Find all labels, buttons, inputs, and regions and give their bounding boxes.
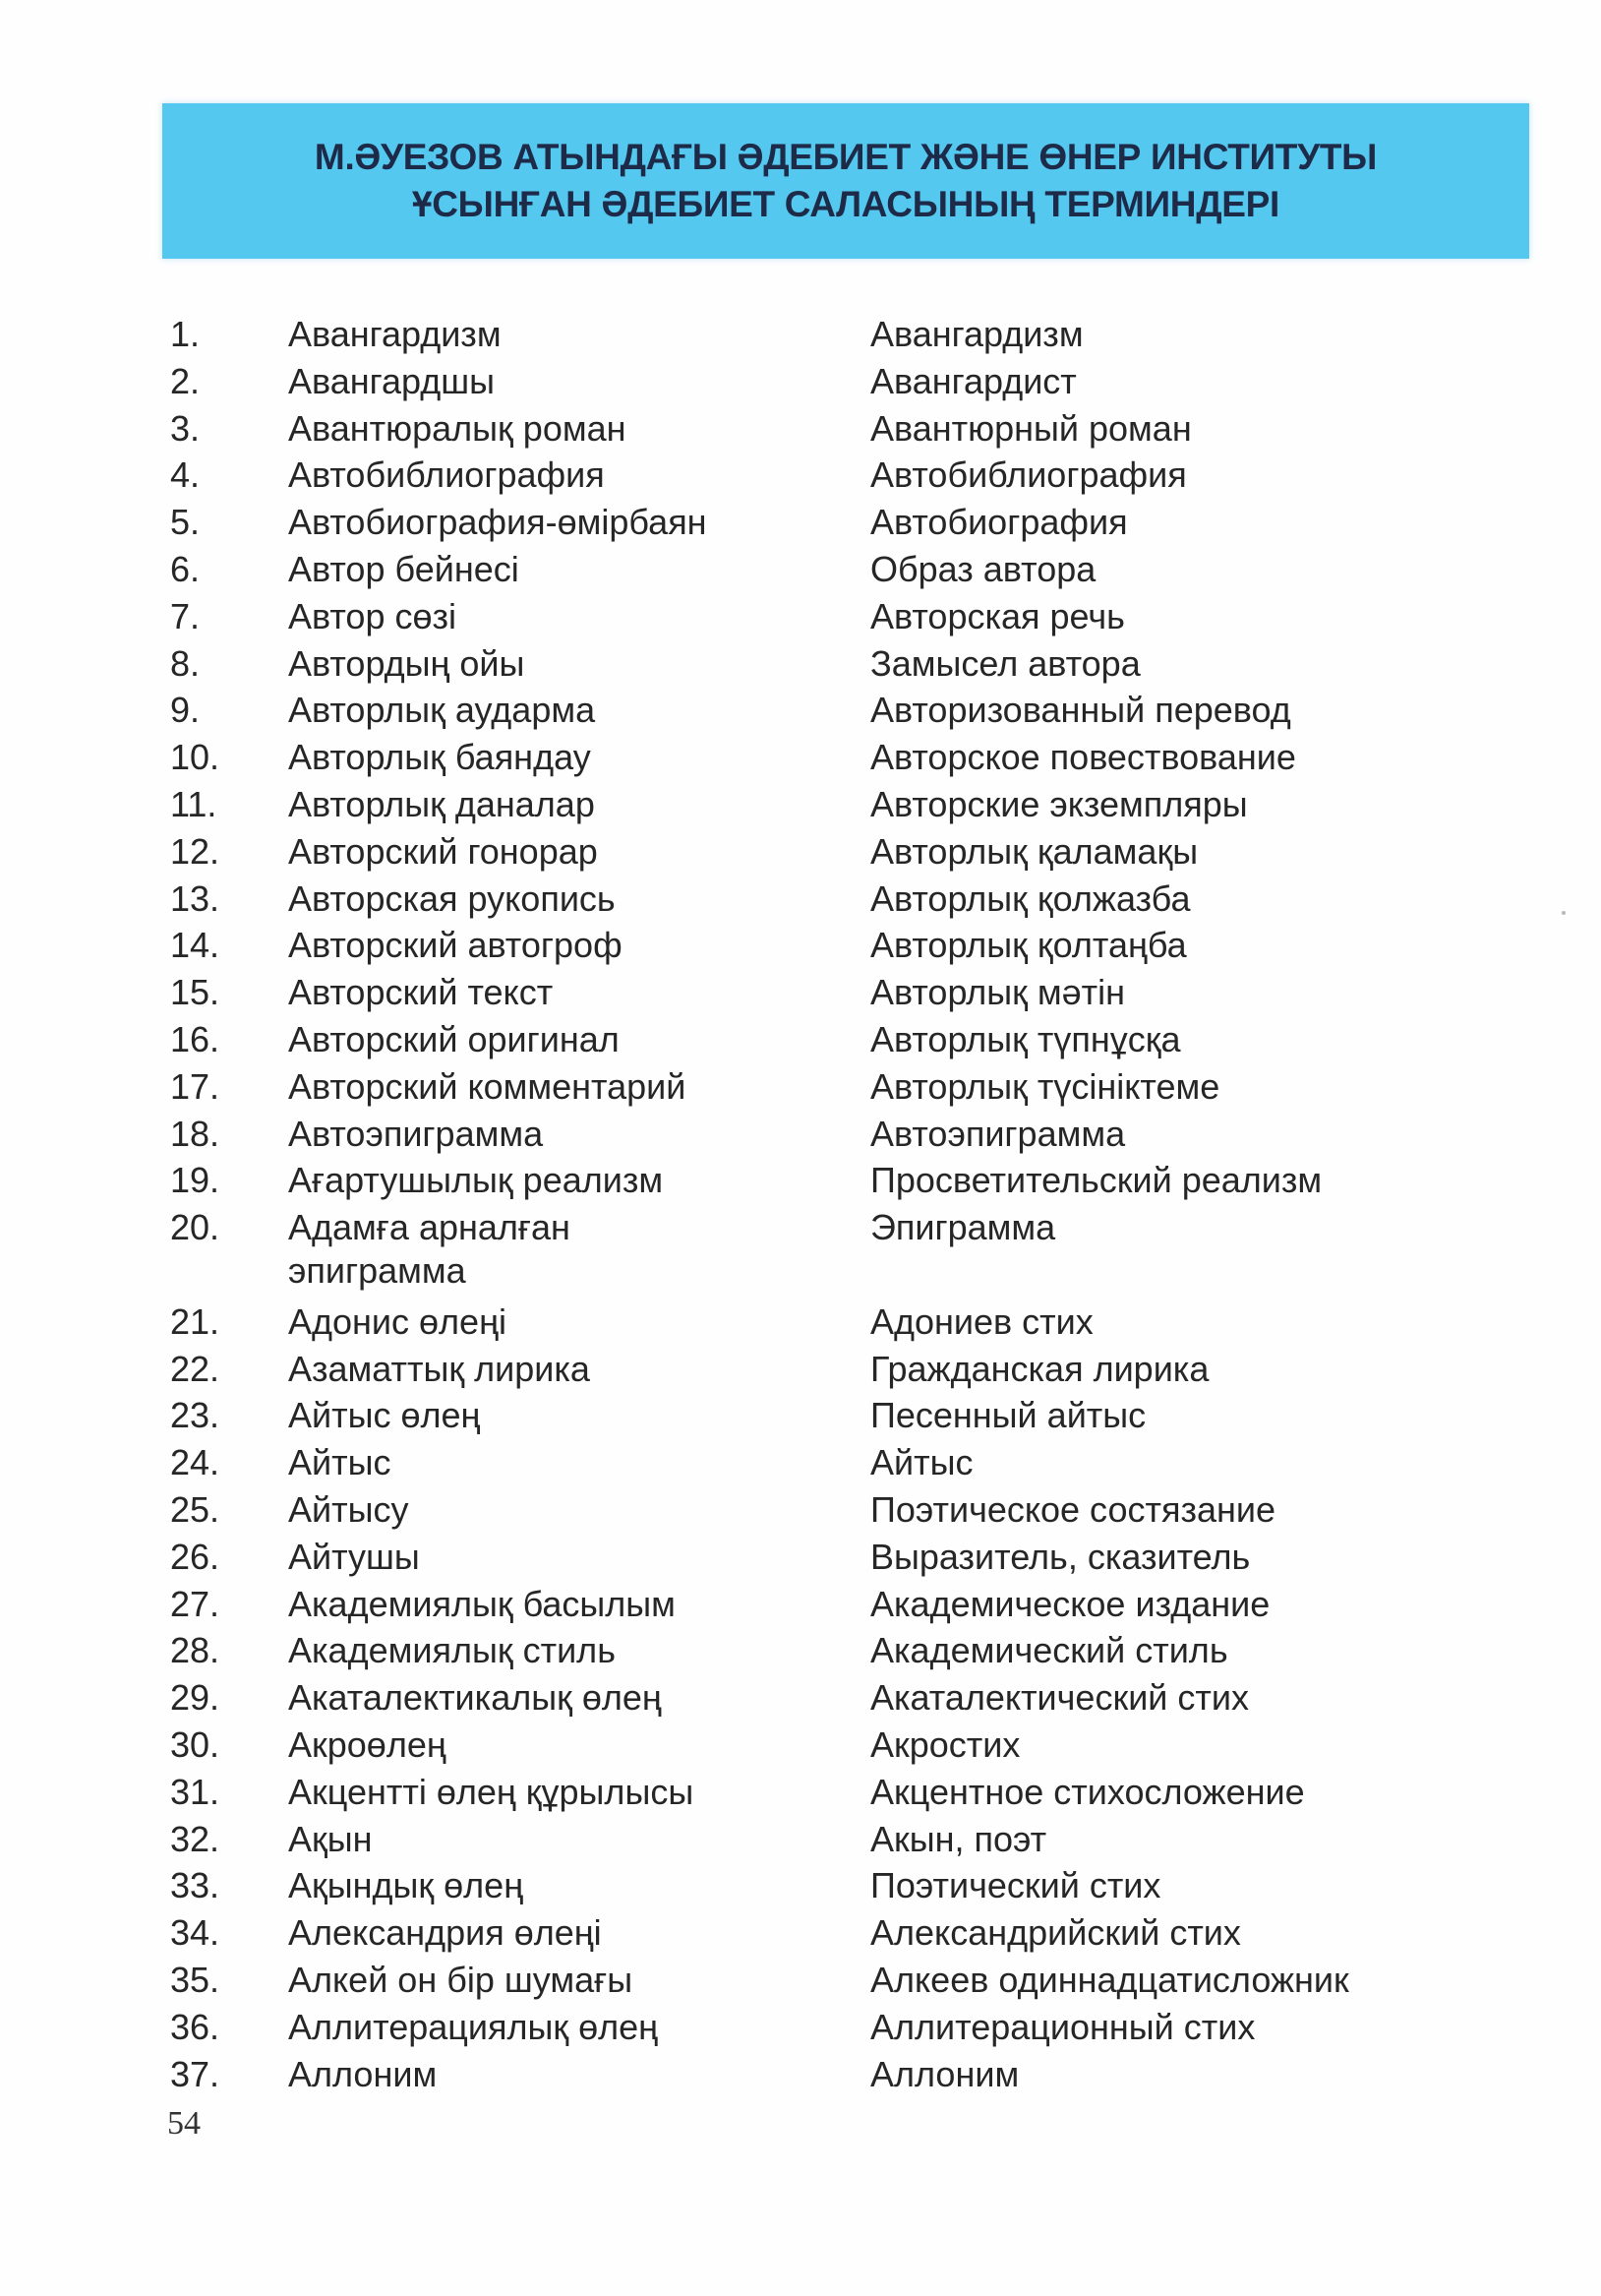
term-russian: Выразитель, сказитель bbox=[870, 1536, 1251, 1577]
term-row bbox=[0, 1864, 1601, 1907]
term-number: 21. bbox=[170, 1300, 220, 1342]
term-russian: Образ автора bbox=[870, 549, 1097, 589]
term-number: 24. bbox=[170, 1442, 220, 1483]
term-kazakh: Ақын bbox=[288, 1818, 373, 1859]
term-russian: Акаталектический стих bbox=[870, 1677, 1250, 1719]
scan-speck bbox=[1562, 911, 1566, 915]
term-russian: Авторская речь bbox=[870, 595, 1125, 636]
term-number: 3. bbox=[170, 407, 201, 449]
term-kazakh: Авторский оригинал bbox=[288, 1019, 620, 1059]
term-russian: Просветительский реализм bbox=[870, 1160, 1323, 1201]
term-kazakh: Авангардизм bbox=[288, 314, 502, 354]
term-kazakh: Авторский автогроф bbox=[288, 925, 623, 966]
term-row bbox=[0, 1065, 1601, 1109]
term-kazakh: Айтысу bbox=[288, 1489, 409, 1530]
term-kazakh: Акцентті өлең құрылысы bbox=[288, 1771, 694, 1812]
term-number: 22. bbox=[170, 1348, 220, 1389]
term-number: 1. bbox=[170, 314, 201, 354]
term-russian: Академическое издание bbox=[870, 1583, 1271, 1624]
term-russian: Авторское повествование bbox=[870, 737, 1296, 778]
term-kazakh: Айтушы bbox=[288, 1536, 420, 1577]
term-russian: Авантюрный роман bbox=[870, 407, 1192, 449]
term-kazakh: Айтыс өлең bbox=[288, 1395, 481, 1436]
term-russian: Автобиблиография bbox=[870, 454, 1187, 496]
term-number: 20. bbox=[170, 1207, 220, 1248]
term-number: 35. bbox=[170, 1960, 220, 2000]
term-number: 34. bbox=[170, 1912, 220, 1954]
term-kazakh: Академиялық басылым bbox=[288, 1583, 676, 1624]
term-kazakh: Алкей он бір шумағы bbox=[288, 1960, 633, 2000]
term-russian: Авторизованный перевод bbox=[870, 690, 1291, 731]
term-russian: Авангардизм bbox=[870, 314, 1084, 354]
term-russian: Авторлық түсініктеме bbox=[870, 1065, 1220, 1107]
term-russian: Песенный айтыс bbox=[870, 1395, 1147, 1436]
term-kazakh: Авантюралық роман bbox=[288, 407, 626, 449]
term-row bbox=[0, 1676, 1601, 1720]
term-row bbox=[0, 2053, 1601, 2096]
term-number: 4. bbox=[170, 454, 201, 496]
term-row bbox=[0, 1300, 1601, 1344]
term-kazakh: Авторлық даналар bbox=[288, 784, 595, 824]
term-russian: Адониев стих bbox=[870, 1300, 1094, 1342]
term-russian: Замысел автора bbox=[870, 642, 1141, 684]
term-number: 18. bbox=[170, 1113, 220, 1154]
term-number: 8. bbox=[170, 642, 201, 684]
term-row bbox=[0, 1911, 1601, 1955]
term-kazakh: Айтыс bbox=[288, 1442, 391, 1483]
term-number: 16. bbox=[170, 1019, 220, 1059]
term-row bbox=[0, 1629, 1601, 1672]
term-russian: Айтыс bbox=[870, 1442, 974, 1483]
term-kazakh: Адонис өлеңі bbox=[288, 1300, 506, 1342]
term-row bbox=[0, 1723, 1601, 1767]
term-row bbox=[0, 642, 1601, 686]
term-kazakh: Автоэпиграмма bbox=[288, 1113, 544, 1154]
term-russian: Авторлық қолтаңба bbox=[870, 925, 1187, 966]
term-russian: Авторлық мәтін bbox=[870, 972, 1126, 1013]
term-row bbox=[0, 877, 1601, 921]
term-number: 37. bbox=[170, 2053, 220, 2094]
term-number: 11. bbox=[170, 784, 217, 824]
term-row bbox=[0, 1771, 1601, 1814]
term-row bbox=[0, 360, 1601, 403]
term-russian: Аллоним bbox=[870, 2053, 1020, 2094]
term-kazakh: Автордың ойы bbox=[288, 642, 525, 684]
term-row bbox=[0, 453, 1601, 497]
term-kazakh: Автор бейнесі bbox=[288, 549, 519, 589]
term-row bbox=[0, 689, 1601, 732]
term-number: 31. bbox=[170, 1771, 220, 1812]
term-kazakh: Авангардшы bbox=[288, 360, 495, 401]
term-russian: Аллитерационный стих bbox=[870, 2006, 1256, 2047]
term-russian: Авторские экземпляры bbox=[870, 784, 1248, 824]
term-row bbox=[0, 1818, 1601, 1861]
term-russian: Гражданская лирика bbox=[870, 1348, 1210, 1389]
term-row bbox=[0, 1536, 1601, 1579]
term-number: 23. bbox=[170, 1395, 220, 1436]
term-kazakh: Автор сөзі bbox=[288, 595, 456, 636]
term-number: 26. bbox=[170, 1536, 220, 1577]
term-number: 32. bbox=[170, 1818, 220, 1859]
term-russian: Авторлық қаламақы bbox=[870, 830, 1199, 872]
term-kazakh: Авторский комментарий bbox=[288, 1065, 686, 1107]
term-number: 25. bbox=[170, 1489, 220, 1530]
term-row bbox=[0, 1348, 1601, 1391]
term-kazakh: Азаматтық лирика bbox=[288, 1348, 590, 1389]
term-row bbox=[0, 1159, 1601, 1202]
term-number: 27. bbox=[170, 1583, 220, 1624]
term-russian: Автоэпиграмма bbox=[870, 1113, 1126, 1154]
term-russian: Акцентное стихосложение bbox=[870, 1771, 1305, 1812]
term-row bbox=[0, 1394, 1601, 1437]
term-russian: Поэтический стих bbox=[870, 1865, 1161, 1906]
term-russian: Авторлық түпнұсқа bbox=[870, 1019, 1181, 1059]
page-number: 54 bbox=[167, 2105, 201, 2142]
term-number: 30. bbox=[170, 1724, 220, 1765]
term-number: 9. bbox=[170, 690, 201, 731]
term-number: 36. bbox=[170, 2006, 220, 2047]
term-kazakh: Авторский текст bbox=[288, 972, 554, 1013]
term-row bbox=[0, 1018, 1601, 1061]
term-row bbox=[0, 1113, 1601, 1156]
term-russian: Акростих bbox=[870, 1724, 1021, 1765]
title-line-2: ҰСЫНҒАН ӘДЕБИЕТ САЛАСЫНЫҢ ТЕРМИНДЕРІ bbox=[411, 184, 1279, 224]
term-row bbox=[0, 1583, 1601, 1626]
term-row bbox=[0, 971, 1601, 1014]
term-kazakh: Александрия өлеңі bbox=[288, 1912, 602, 1954]
term-kazakh: Аллоним bbox=[288, 2053, 438, 2094]
term-row bbox=[0, 548, 1601, 591]
title-line-1: М.ӘУЕЗОВ АТЫНДАҒЫ ӘДЕБИЕТ ЖӘНЕ ӨНЕР ИНСТИТУТЫ bbox=[314, 137, 1378, 177]
term-russian: Авангардист bbox=[870, 360, 1077, 401]
term-russian: Алкеев одиннадцатисложник bbox=[870, 1960, 1349, 2000]
term-number: 19. bbox=[170, 1160, 220, 1201]
term-number: 14. bbox=[170, 925, 220, 966]
term-kazakh: Акаталектикалық өлең bbox=[288, 1677, 662, 1719]
term-number: 17. bbox=[170, 1065, 220, 1107]
term-number: 29. bbox=[170, 1677, 220, 1719]
term-kazakh: Авторлық баяндау bbox=[288, 737, 591, 778]
term-kazakh: Акроөлең bbox=[288, 1724, 446, 1765]
term-row bbox=[0, 1488, 1601, 1532]
term-russian: Академический стиль bbox=[870, 1630, 1228, 1671]
term-row bbox=[0, 1206, 1601, 1292]
term-kazakh: Ақындық өлең bbox=[288, 1865, 524, 1906]
term-row bbox=[0, 783, 1601, 826]
term-kazakh: Ағартушылық реализм bbox=[288, 1160, 664, 1201]
term-number: 12. bbox=[170, 830, 220, 872]
term-row bbox=[0, 736, 1601, 779]
term-kazakh: Авторская рукопись bbox=[288, 877, 616, 919]
term-russian: Эпиграмма bbox=[870, 1207, 1056, 1248]
term-kazakh: Академиялық стиль bbox=[288, 1630, 616, 1671]
term-row bbox=[0, 830, 1601, 874]
term-row bbox=[0, 407, 1601, 451]
term-row bbox=[0, 924, 1601, 967]
term-number: 10. bbox=[170, 737, 220, 778]
term-number: 28. bbox=[170, 1630, 220, 1671]
term-kazakh: Аллитерациялық өлең bbox=[288, 2006, 659, 2047]
term-row bbox=[0, 313, 1601, 356]
term-row bbox=[0, 501, 1601, 544]
term-row bbox=[0, 1441, 1601, 1484]
term-number: 7. bbox=[170, 595, 201, 636]
term-number: 6. bbox=[170, 549, 201, 589]
term-number: 2. bbox=[170, 360, 201, 401]
term-row bbox=[0, 1959, 1601, 2002]
term-russian: Автобиография bbox=[870, 502, 1128, 543]
term-number: 5. bbox=[170, 502, 201, 543]
term-number: 13. bbox=[170, 877, 220, 919]
term-kazakh: Авторский гонорар bbox=[288, 830, 598, 872]
term-number: 15. bbox=[170, 972, 220, 1013]
term-russian: Авторлық қолжазба bbox=[870, 877, 1191, 919]
term-row bbox=[0, 2006, 1601, 2049]
term-russian: Акын, поэт bbox=[870, 1818, 1047, 1859]
term-kazakh: Автобиография-өмірбаян bbox=[288, 502, 707, 543]
term-kazakh: Автобиблиография bbox=[288, 454, 605, 496]
term-russian: Александрийский стих bbox=[870, 1912, 1241, 1954]
term-number: 33. bbox=[170, 1865, 220, 1906]
term-row bbox=[0, 595, 1601, 638]
term-kazakh: Авторлық аударма bbox=[288, 690, 596, 731]
term-russian: Поэтическое состязание bbox=[870, 1489, 1275, 1530]
term-kazakh: Адамға арналған эпиграмма bbox=[288, 1207, 570, 1292]
